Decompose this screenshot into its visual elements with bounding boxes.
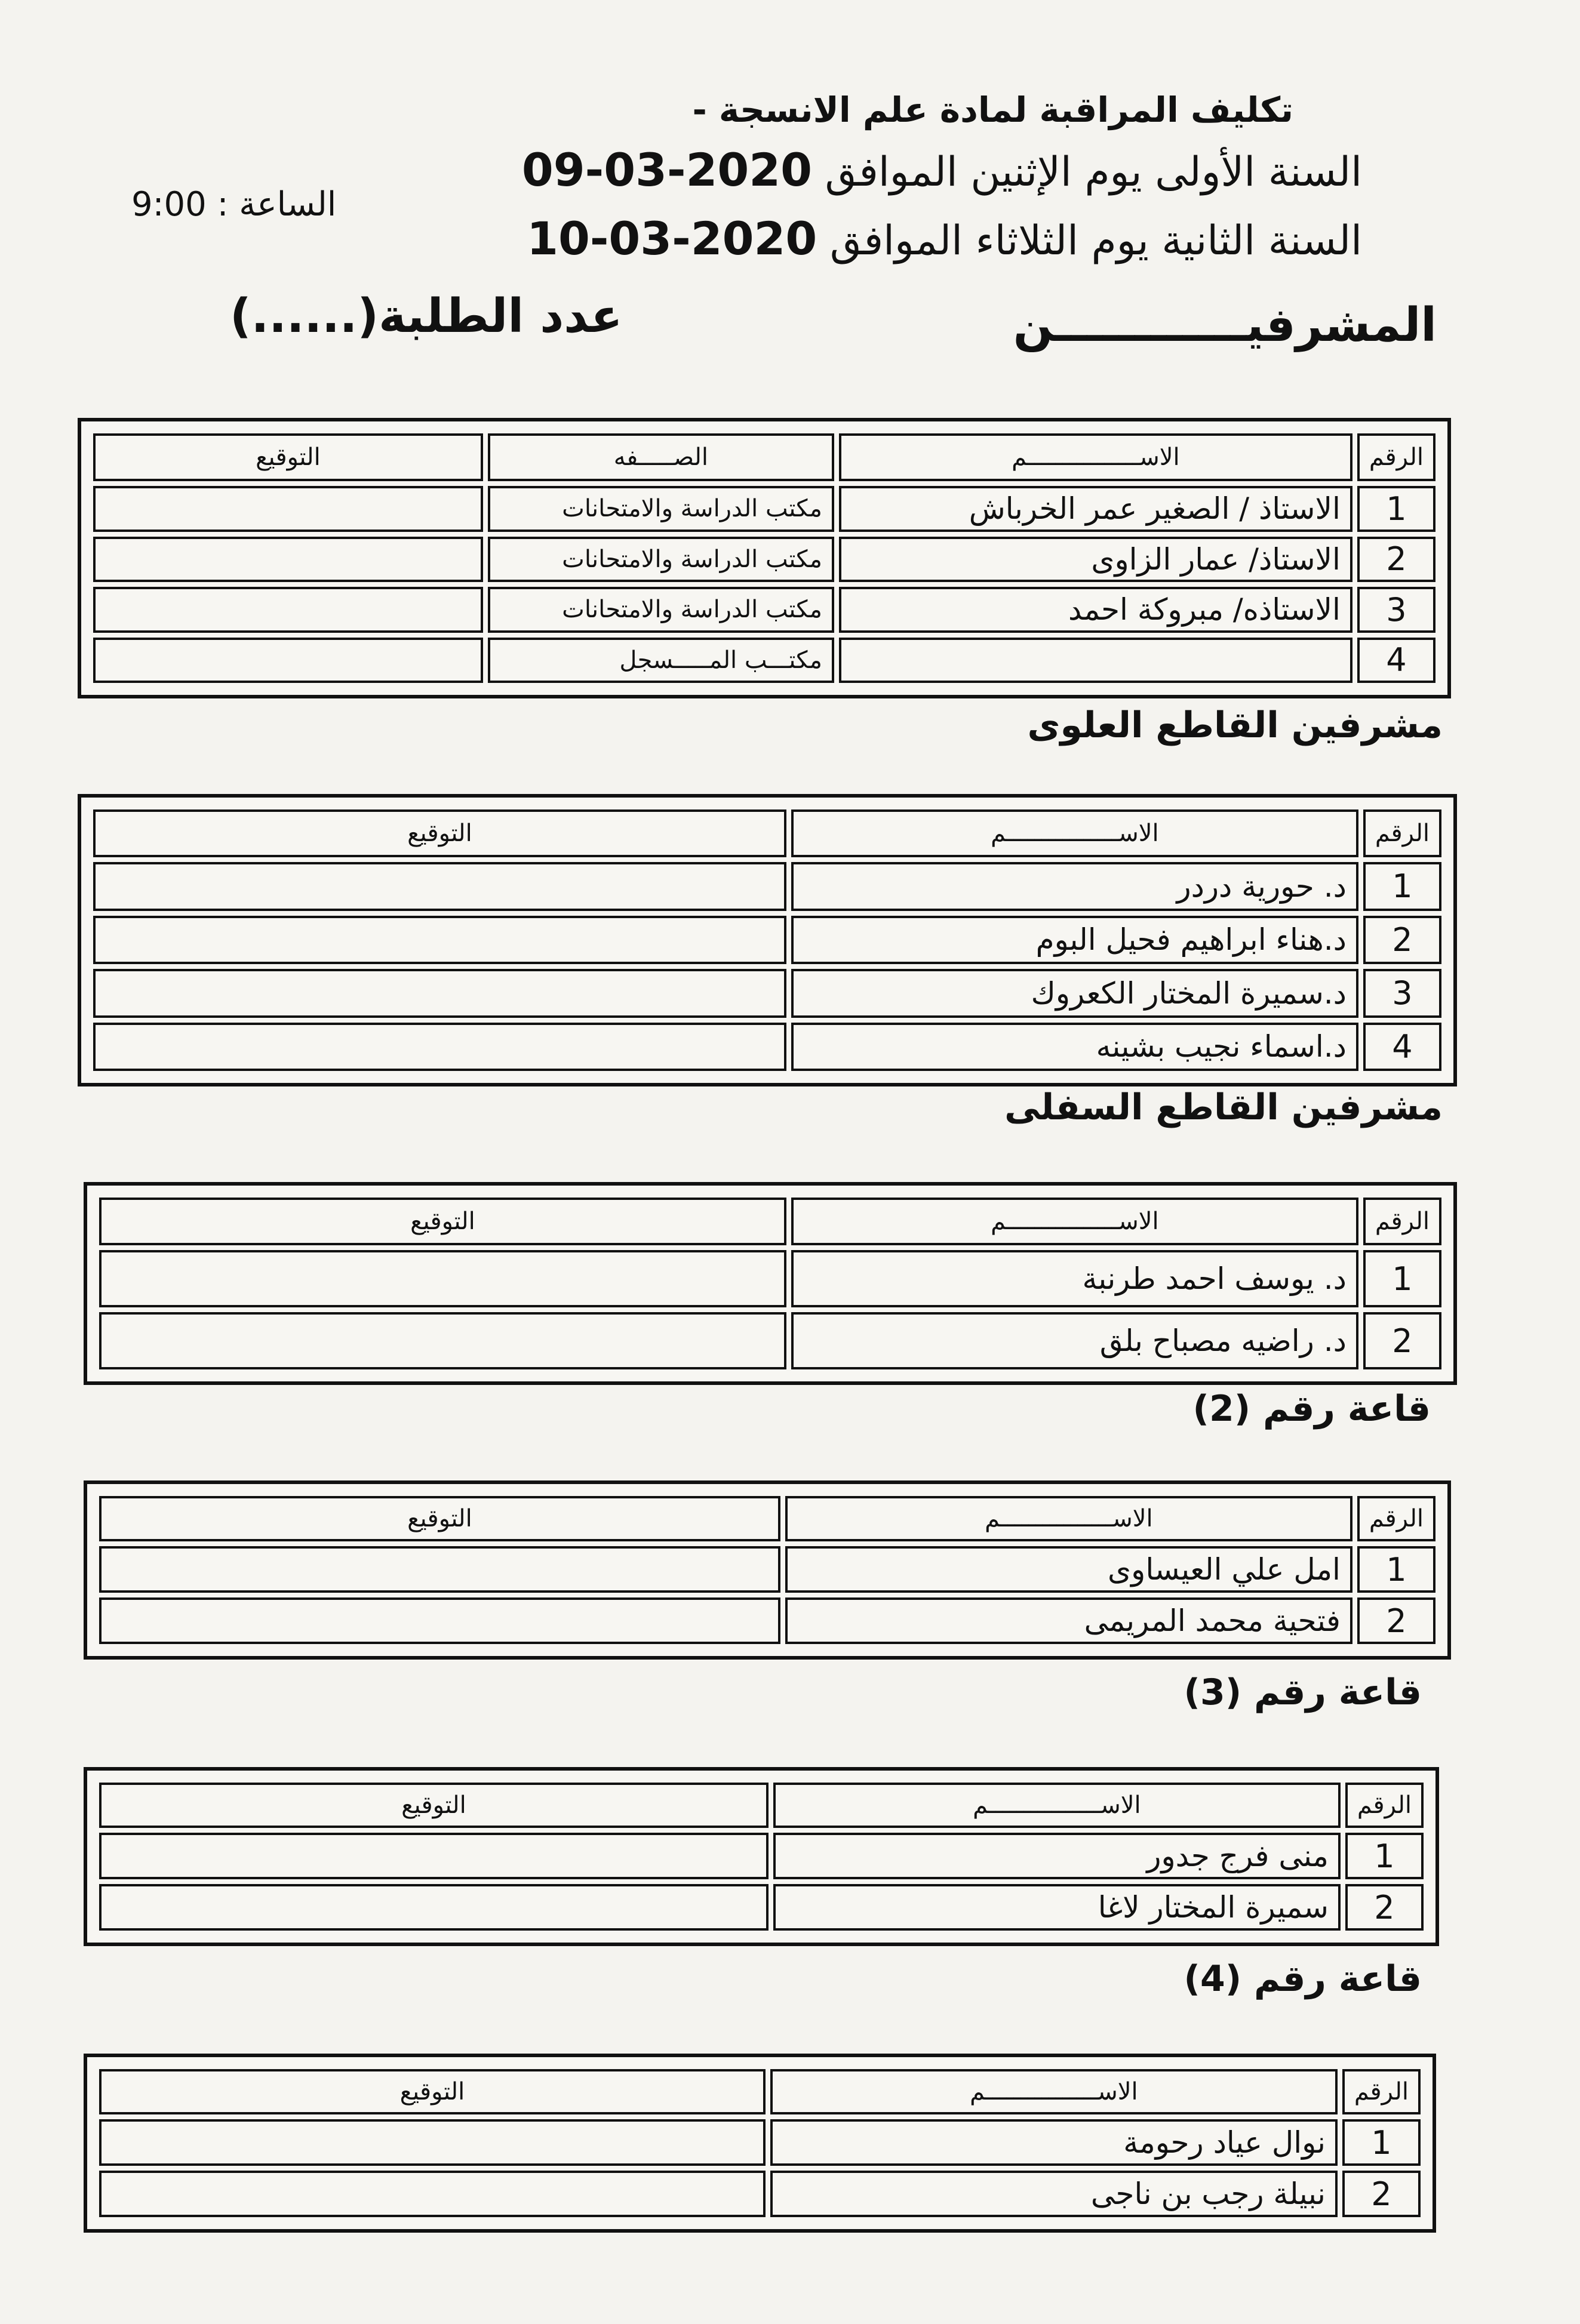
row-num: 1 bbox=[1357, 1546, 1435, 1593]
students-count: عدد الطلبة(......) bbox=[230, 290, 623, 343]
table-row bbox=[93, 537, 1435, 583]
table-row bbox=[99, 2119, 1421, 2166]
col-num: الرقم bbox=[1342, 2069, 1421, 2114]
supervisors-table bbox=[78, 418, 1451, 698]
col-signature: التوقيع bbox=[99, 2069, 766, 2114]
row-name bbox=[839, 638, 1352, 684]
row-name: نوال عياد رحومة bbox=[770, 2119, 1338, 2166]
col-name: الاســــــــــــــــم bbox=[785, 1496, 1352, 1541]
row-num: 1 bbox=[1345, 1833, 1424, 1879]
table-row bbox=[99, 1312, 1441, 1369]
table-row bbox=[93, 1023, 1441, 1072]
row-num: 1 bbox=[1363, 1250, 1441, 1307]
row-name: الاستاذه/ مبروكة احمد bbox=[839, 587, 1352, 633]
row-num: 4 bbox=[1363, 1023, 1441, 1072]
col-name: الاســــــــــــــــم bbox=[839, 433, 1352, 481]
signature-cell bbox=[99, 1833, 769, 1879]
hall-2-heading: قاعة رقم (2) bbox=[1192, 1388, 1431, 1430]
col-name: الاســــــــــــــــم bbox=[773, 1783, 1341, 1828]
row-name: سميرة المختار لاغا bbox=[773, 1884, 1341, 1931]
col-num: الرقم bbox=[1363, 809, 1441, 857]
first-year-date: 2020-03-09 bbox=[521, 143, 813, 196]
col-name: الاســــــــــــــــم bbox=[770, 2069, 1338, 2114]
signature-cell bbox=[99, 1250, 786, 1307]
signature-cell bbox=[99, 1597, 780, 1644]
row-num: 1 bbox=[1357, 486, 1435, 532]
col-signature: التوقيع bbox=[93, 433, 483, 481]
signature-cell bbox=[93, 587, 483, 633]
row-num: 2 bbox=[1357, 537, 1435, 583]
col-num: الرقم bbox=[1363, 1198, 1441, 1245]
col-num: الرقم bbox=[1357, 433, 1435, 481]
row-num: 3 bbox=[1363, 969, 1441, 1018]
row-name: الاستاذ / الصغير عمر الخرباش bbox=[839, 486, 1352, 532]
row-name: د. يوسف احمد طرنبة bbox=[791, 1250, 1358, 1307]
row-num: 2 bbox=[1357, 1597, 1435, 1644]
row-num: 3 bbox=[1357, 587, 1435, 633]
row-name: امل علي العيساوى bbox=[785, 1546, 1352, 1593]
col-name: الاســــــــــــــــم bbox=[791, 809, 1358, 857]
row-role: مكتب الدراسة والامتحانات bbox=[488, 537, 834, 583]
first-year-line bbox=[522, 143, 1362, 196]
signature-cell bbox=[99, 1546, 780, 1593]
first-year-text: السنة الأولى يوم الإثنين الموافق bbox=[812, 149, 1362, 196]
signature-cell bbox=[93, 969, 786, 1018]
col-num: الرقم bbox=[1357, 1496, 1435, 1541]
col-signature: التوقيع bbox=[99, 1198, 786, 1245]
row-name: د.اسماء نجيب بشينه bbox=[791, 1023, 1358, 1072]
table-row bbox=[99, 1833, 1424, 1879]
hall-2-table bbox=[84, 1480, 1451, 1660]
signature-cell bbox=[93, 537, 483, 583]
hall-4-heading: قاعة رقم (4) bbox=[1184, 1958, 1422, 2000]
row-name: د. حورية دردر bbox=[791, 862, 1358, 911]
row-num: 2 bbox=[1342, 2171, 1421, 2217]
table-row bbox=[93, 969, 1441, 1018]
hall-3-heading: قاعة رقم (3) bbox=[1184, 1672, 1422, 1713]
signature-cell bbox=[93, 1023, 786, 1072]
signature-cell bbox=[99, 2171, 766, 2217]
table-row bbox=[93, 916, 1441, 965]
signature-cell bbox=[99, 1312, 786, 1369]
lower-section-table bbox=[84, 1182, 1457, 1385]
row-name: منى فرج جدور bbox=[773, 1833, 1341, 1879]
second-year-date: 2020-03-10 bbox=[527, 212, 817, 265]
row-num: 1 bbox=[1342, 2119, 1421, 2166]
row-name: د. راضيه مصباح بلق bbox=[791, 1312, 1358, 1369]
table-row bbox=[93, 862, 1441, 911]
col-signature: التوقيع bbox=[99, 1783, 769, 1828]
signature-cell bbox=[93, 638, 483, 684]
col-signature: التوقيع bbox=[93, 809, 786, 857]
row-num: 2 bbox=[1363, 1312, 1441, 1369]
row-name: الاستاذ/ عمار الزاوى bbox=[839, 537, 1352, 583]
table-row bbox=[99, 1250, 1441, 1307]
signature-cell bbox=[93, 916, 786, 965]
row-role: مكتب الدراسة والامتحانات bbox=[488, 486, 834, 532]
row-name: فتحية محمد المريمى bbox=[785, 1597, 1352, 1644]
row-name: د.سميرة المختار الكعروك bbox=[791, 969, 1358, 1018]
supervisors-label: المشرفيــــــــــــن bbox=[1013, 298, 1437, 352]
row-num: 2 bbox=[1345, 1884, 1424, 1931]
col-num: الرقم bbox=[1345, 1783, 1424, 1828]
lower-section-heading: مشرفين القاطع السفلى bbox=[1004, 1086, 1443, 1128]
second-year-text: السنة الثانية يوم الثلاثاء الموافق bbox=[817, 217, 1362, 264]
row-name: د.هناء ابراهيم فحيل البوم bbox=[791, 916, 1358, 965]
table-row bbox=[99, 1884, 1424, 1931]
col-signature: التوقيع bbox=[99, 1496, 780, 1541]
row-num: 2 bbox=[1363, 916, 1441, 965]
signature-cell bbox=[99, 2119, 766, 2166]
table-row bbox=[93, 638, 1435, 684]
table-row bbox=[93, 587, 1435, 633]
table-row bbox=[99, 2171, 1421, 2217]
signature-cell bbox=[93, 486, 483, 532]
row-role: مكتب الدراسة والامتحانات bbox=[488, 587, 834, 633]
row-num: 1 bbox=[1363, 862, 1441, 911]
table-row bbox=[99, 1546, 1435, 1593]
exam-time: الساعة : 9:00 bbox=[131, 185, 337, 224]
document-title: تكليف المراقبة لمادة علم الانسجة - bbox=[692, 90, 1293, 130]
table-row bbox=[99, 1597, 1435, 1644]
upper-section-table bbox=[78, 794, 1457, 1086]
row-num: 4 bbox=[1357, 638, 1435, 684]
second-year-line bbox=[527, 212, 1362, 265]
signature-cell bbox=[93, 862, 786, 911]
row-role: مكتـــب المـــــسجل bbox=[488, 638, 834, 684]
upper-section-heading: مشرفين القاطع العلوى bbox=[1027, 704, 1443, 746]
hall-4-table bbox=[84, 2054, 1436, 2233]
hall-3-table bbox=[84, 1767, 1439, 1946]
signature-cell bbox=[99, 1884, 769, 1931]
col-name: الاســــــــــــــــم bbox=[791, 1198, 1358, 1245]
row-name: نبيلة رجب بن ناجى bbox=[770, 2171, 1338, 2217]
table-row bbox=[93, 486, 1435, 532]
col-role: الصـــــفه bbox=[488, 433, 834, 481]
